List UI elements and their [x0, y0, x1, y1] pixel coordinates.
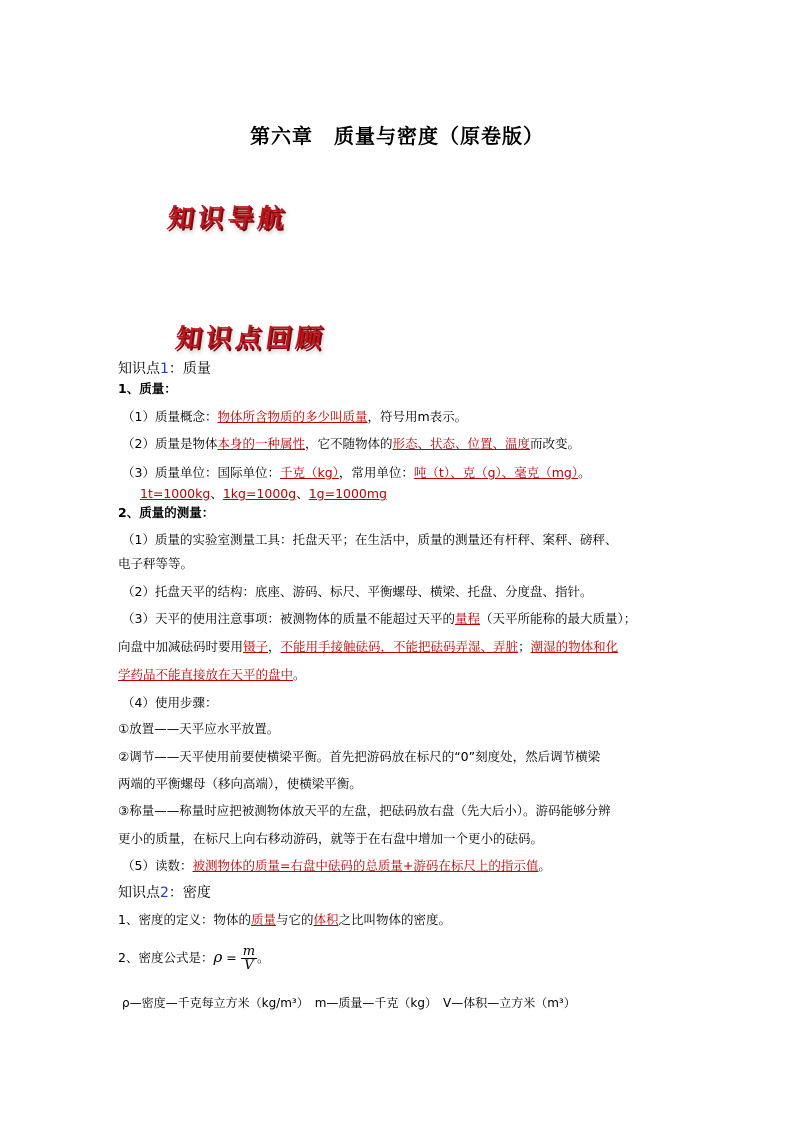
density-definition-line	[118, 912, 451, 928]
section-heading-kp1	[118, 361, 211, 377]
balance-notes-line-3	[118, 667, 306, 683]
banner-knowledge-review: 知识点回顾	[173, 324, 328, 354]
fraction-numerator: m	[242, 944, 256, 959]
step-adjust-cont: 两端的平衡螺母（移向高端），使横梁平衡。	[118, 776, 362, 791]
text: 。	[257, 950, 270, 965]
highlight: 被测物体的质量=右盘中砝码的总质量+游码在标尺上的指示值	[192, 858, 539, 873]
text: （3）质量单位：国际单位：	[122, 465, 280, 480]
highlight: 吨（t）、克（g）、毫克（mg）	[413, 465, 579, 480]
highlight: 1t=1000kg	[140, 486, 211, 501]
highlight: 量程	[454, 611, 480, 626]
mass-concept-line	[118, 409, 467, 425]
density-units-line: ρ—密度—千克每立方米（kg/m³） m—质量—千克（kg） V—体积—立方米（m³）	[122, 996, 576, 1010]
text: （1）质量概念：	[122, 409, 218, 424]
usage-steps-heading: （4）使用步骤：	[122, 695, 218, 710]
kp2-prefix: 知识点	[118, 885, 160, 901]
page-title: 第六章 质量与密度（原卷版）	[250, 124, 544, 148]
text: 之比叫物体的密度。	[338, 912, 452, 927]
highlight: 不能用手接触砝码，不能把砝码弄湿、弄脏	[280, 639, 519, 654]
kp2-number: 2	[160, 885, 169, 901]
text: 、	[210, 486, 223, 501]
subheading-measurement: 2、质量的测量：	[118, 505, 215, 520]
text: 。	[538, 858, 551, 873]
density-formula-line	[118, 940, 270, 975]
rho-symbol: ρ	[213, 948, 223, 966]
text: 。	[578, 465, 591, 480]
measure-tool-line-cont: 电子秤等等。	[118, 556, 194, 571]
text: 向盘中加减砝码时要用	[118, 639, 244, 654]
kp2-title: ：密度	[168, 885, 211, 901]
text: 而改变。	[530, 436, 581, 451]
step-place: ①放置——天平应水平放置。	[118, 721, 280, 736]
mass-unit-line	[118, 465, 591, 481]
highlight: 形态、状态、位置、温度	[392, 436, 531, 451]
highlight: 本身的一种属性	[217, 436, 305, 451]
text: ；	[518, 639, 531, 654]
highlight: 学药品不能直接放在天平的盘中	[118, 667, 294, 682]
text: 1、密度的定义：物体的	[118, 912, 251, 927]
balance-structure-line: （2）托盘天平的结构：底座、游码、标尺、平衡螺母、横梁、托盘、分度盘、指针。	[122, 584, 593, 599]
step-weigh: ③称量——称量时应把被测物体放天平的左盘，把砝码放右盘（先大后小）。游码能够分辨	[118, 803, 611, 818]
highlight: 质量	[250, 912, 276, 927]
text: 。	[293, 667, 306, 682]
reading-line	[118, 858, 551, 874]
text: ，它不随物体的	[304, 436, 393, 451]
balance-notes-line-2	[118, 639, 618, 655]
mass-property-line	[118, 436, 580, 452]
text: 、	[296, 486, 309, 501]
step-weigh-cont: 更小的质量，在标尺上向右移动游码，就等于在右盘中增加一个更小的砝码。	[118, 831, 544, 846]
highlight: 镊子	[243, 639, 269, 654]
section-heading-kp2	[118, 885, 211, 901]
text: 与它的	[275, 912, 314, 927]
kp1-number: 1	[160, 361, 169, 377]
kp1-title: ：质量	[168, 361, 211, 377]
balance-notes-line	[118, 611, 636, 627]
highlight: 千克（kg）	[279, 465, 339, 480]
text: （3）天平的使用注意事项：被测物体的质量不能超过天平的	[122, 611, 455, 626]
highlight: 1kg=1000g	[222, 486, 297, 501]
subheading-mass: 1、质量：	[118, 381, 177, 396]
text: ，符号用m表示。	[367, 409, 468, 424]
fraction-denominator: V	[244, 958, 254, 973]
unit-conversion-line	[140, 486, 387, 502]
text: 2、密度公式是：	[118, 950, 214, 965]
highlight: 1g=1000mg	[308, 486, 387, 501]
measure-tool-line: （1）质量的实验室测量工具：托盘天平；在生活中，质量的测量还有杆秤、案秤、磅秤、	[122, 532, 618, 547]
text: （5）读数：	[122, 858, 193, 873]
step-adjust: ②调节——天平使用前要使横梁平衡。首先把游码放在标尺的“0”刻度处，然后调节横梁	[118, 749, 601, 764]
text: ，	[268, 639, 281, 654]
highlight: 潮湿的物体和化	[530, 639, 619, 654]
kp1-prefix: 知识点	[118, 361, 160, 377]
text: （2）质量是物体	[122, 436, 218, 451]
density-fraction	[241, 945, 257, 972]
highlight: 物体所含物质的多少叫质量	[217, 409, 368, 424]
equals-sign: =	[222, 950, 241, 965]
banner-knowledge-nav: 知识导航	[165, 204, 290, 234]
highlight: 体积	[313, 912, 339, 927]
text: （天平所能称的最大质量）；	[479, 611, 637, 626]
text: ，常用单位：	[338, 465, 414, 480]
